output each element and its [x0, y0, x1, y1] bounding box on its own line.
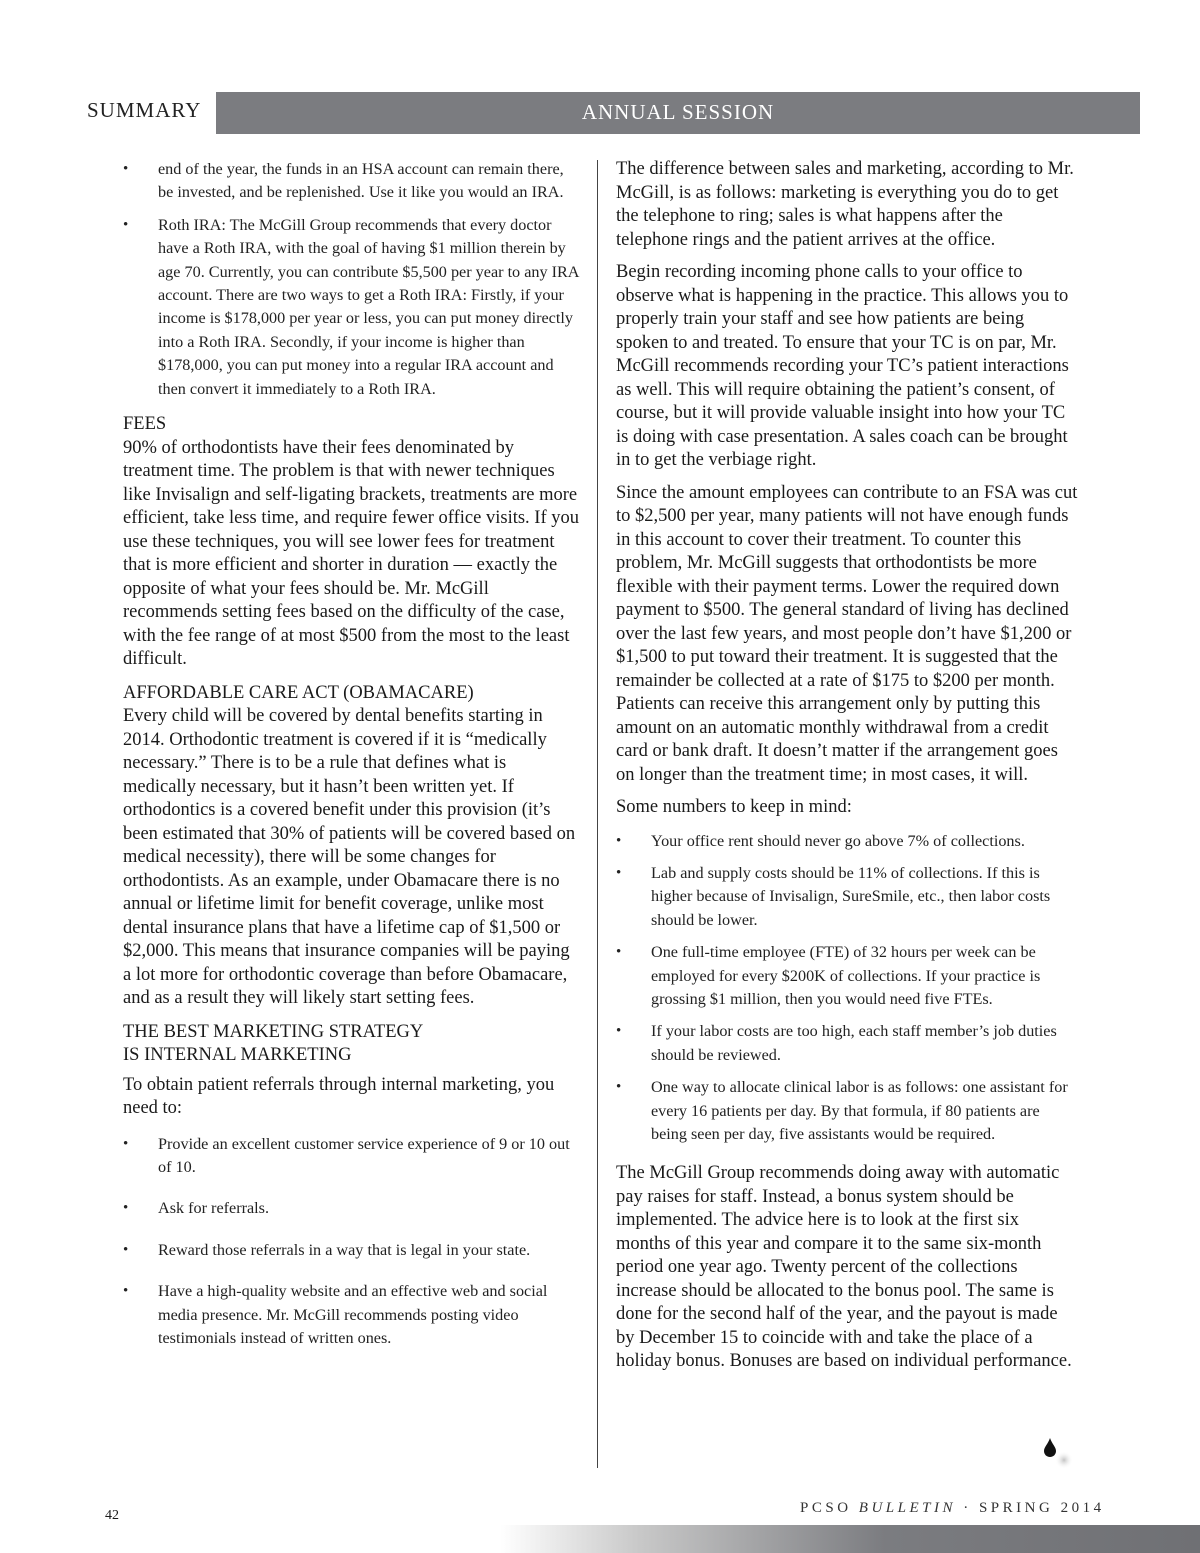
list-item: • Reward those referrals in a way that is legal in your state.	[123, 1239, 581, 1262]
bonus-system-paragraph: The McGill Group recommends doing away with automatic pay raises for staff. Instead, a bonus system should be implemented. The advice here is to look at the first six months of this year and compare it to the same six-month period one year ago. Twenty percent of the collections increase should be allocated to the bonus pool. The same is done for the second half of the year, and the payout is made by December 15 to coincide with and take the place of a holiday bonus. Bonuses are based on individual performance.	[616, 1163, 1072, 1372]
list-item: • Roth IRA: The McGill Group recommends that every doctor have a Roth IRA, with the goal of having $1 million therein by age 70. Currently, you can contribute $5,500 per year to any IRA account. There are two ways to get a Roth IRA: Firstly, if your income is $178,000 per year or less, you can put money directly into a Roth IRA. Secondly, if your income is higher than $178,000, you can put money into a regular IRA account and then convert it immediately to a Roth IRA.	[123, 214, 581, 401]
list-item: • Provide an excellent customer service experience of 9 or 10 out of 10.	[123, 1133, 581, 1180]
aca-paragraph: Every child will be covered by dental benefits starting in 2014. Orthodontic treatment is covered if it is “medically necessary.” There is to be a rule that defines what is medically necessary, but it hasn’t been written yet. If orthodontics is a covered benefit under this provision (it’s been estimated that 30% of patients will be covered based on medical necessity), there will be some changes for orthodontists. As an example, under Obamacare there is no annual or lifetime limit for benefit coverage, unlike most dental insurance plans that have a lifetime cap of $1,500 or $2,000. This means that insurance companies will be paying a lot more for orthodontic coverage than before Obamacare, and as a result they will likely start setting fees.	[123, 706, 576, 1009]
publication-footer	[800, 1500, 1105, 1517]
list-item: • If your labor costs are too high, each staff member’s job duties should be reviewed.	[616, 1020, 1078, 1067]
fees-paragraph: 90% of orthodontists have their fees denominated by treatment time. The problem is that with newer techniques like Invisalign and self-ligating brackets, treatments are more efficient, take less time, and require fewer office visits. If you use these techniques, you will see lower fees for treatment that is more efficient and shorter in duration — exactly the opposite of what your fees should be. Mr. McGill recommends setting fees based on the difficulty of the case, with the fee range of at most $500 from the most to the least difficult.	[123, 437, 579, 670]
drop-icon	[1042, 1436, 1078, 1477]
right-column	[616, 158, 1078, 1383]
banner-title: ANNUAL SESSION	[581, 100, 775, 124]
issue-label: SPRING 2014	[978, 1500, 1105, 1516]
fsa-payment-paragraph: Since the amount employees can contribute to an FSA was cut to $2,500 per year, many patients will not have enough funds in this account to cover their treatment. To counter this problem, Mr. McGill suggests that orthodontists be more flexible with their payment terms. Lower the required down payment to $500. The general standard of living has declined over the last few years, and most people don’t have $1,200 or $1,500 to put toward their treatment. It is suggested that the remainder be collected at a rate of $175 to $200 per month. Patients can receive this arrangement only by putting this amount on an automatic monthly withdrawal from a credit card or bank draft. It doesn’t matter if the arrangement goes on longer than the treatment time; in most cases, it will.	[616, 482, 1078, 785]
page-number: 42	[105, 1508, 119, 1523]
aca-heading: AFFORDABLE CARE ACT (OBAMACARE)	[123, 682, 474, 703]
list-item: • One full-time employee (FTE) of 32 hours per week can be employed for every $200K of collections. If your practice is grossing $1 million, then you would need five FTEs.	[616, 941, 1078, 1011]
left-column	[123, 158, 581, 1359]
section-label: SUMMARY	[87, 98, 202, 122]
list-item: • Have a high-quality website and an effective web and social media presence. Mr. McGill recommends posting video testimonials instead of written ones.	[123, 1280, 581, 1350]
call-recording-paragraph: Begin recording incoming phone calls to your office to observe what is happening in the practice. This allows you to properly train your staff and see how patients are being spoken to and treated. To ensure that your TC is on par, Mr. McGill recommends recording your TC’s patient interactions as well. This will require obtaining the patient’s consent, of course, but it will provide valuable insight into how your TC is doing with case presentation. A sales coach can be brought in to get the verbiage right.	[616, 262, 1069, 470]
list-item: • Lab and supply costs should be 11% of collections. If this is higher because of Invisalign, SureSmile, etc., then labor costs should be lower.	[616, 862, 1078, 932]
footer-separator: ·	[963, 1500, 972, 1516]
footer-band	[500, 1525, 1200, 1553]
publication-prefix: PCSO	[800, 1500, 852, 1516]
list-item: • end of the year, the funds in an HSA account can remain there, be invested, and be replenished. Use it like you would an IRA.	[123, 158, 581, 205]
list-item: • Your office rent should never go above 7% of collections.	[616, 830, 1078, 853]
fees-heading: FEES	[123, 414, 167, 435]
numbers-bullet-list	[616, 830, 1078, 1147]
marketing-intro: To obtain patient referrals through internal marketing, you need to:	[123, 1074, 555, 1119]
hsa-roth-bullet-list	[123, 158, 581, 401]
sales-vs-marketing-paragraph: The difference between sales and marketing, according to Mr. McGill, is as follows: marketing is everything you do to get the telephone to ring; sales is what happens after the telephone rings and the patient arrives at the office.	[616, 159, 1074, 250]
marketing-heading-line1: THE BEST MARKETING STRATEGY	[123, 1021, 424, 1042]
header-banner	[216, 92, 1140, 134]
marketing-bullet-list	[123, 1133, 581, 1351]
list-item: • Ask for referrals.	[123, 1197, 581, 1220]
marketing-heading-line2: IS INTERNAL MARKETING	[123, 1045, 352, 1066]
publication-name: BULLETIN	[858, 1500, 956, 1516]
numbers-intro: Some numbers to keep in mind:	[616, 797, 852, 817]
column-divider	[597, 160, 598, 1468]
list-item: • One way to allocate clinical labor is as follows: one assistant for every 16 patients per day. By that formula, if 80 patients are being seen per day, five assistants would be required.	[616, 1076, 1078, 1146]
